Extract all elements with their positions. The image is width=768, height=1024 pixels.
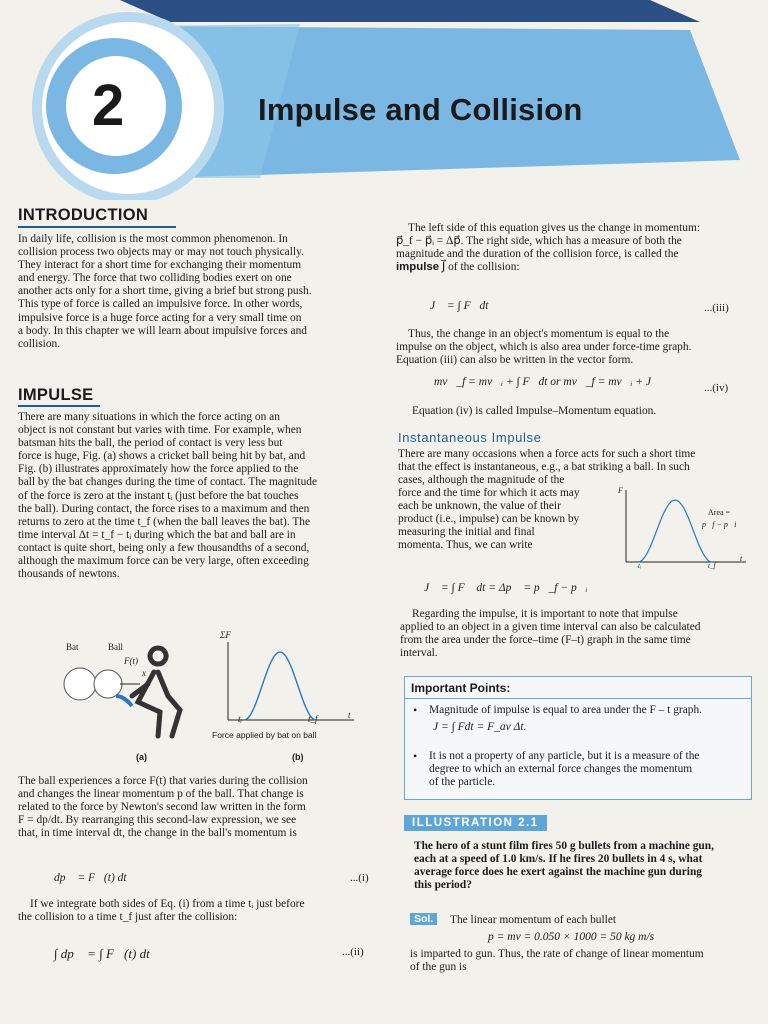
right-paragraph-3 [400, 608, 746, 660]
plot-y-label: ΣF [220, 630, 231, 640]
intro-rule [18, 226, 176, 228]
question-line: this period? [414, 879, 472, 892]
force-label: F(t) [124, 656, 138, 666]
impulse-line: time interval Δt = t_f − tᵢ during which the bat and ball are in [18, 528, 296, 541]
figure [40, 630, 360, 760]
inst-line: force and the time for which it acts may [398, 487, 580, 500]
solution-paragraph [410, 948, 756, 974]
point-2-line: degree to which an external force changes the momentum [429, 763, 693, 776]
right-line: interval. [400, 647, 438, 660]
point-1: Magnitude of impulse is equal to area under the F – t graph. [429, 704, 702, 716]
small-plot [616, 486, 750, 572]
small-t1-label: tᵢ [638, 562, 642, 570]
impulse-line: the ball). During contact, the force rises to a maximum and then [18, 502, 310, 515]
important-box [404, 676, 752, 800]
left-continued-paragraph [18, 775, 374, 840]
equation-3: J⃗ = ∫ F⃗dt [430, 300, 489, 312]
ball-circle [94, 670, 122, 698]
right-line: p⃗_f − p⃗ᵢ = Δp⃗. The right side, which has a measure of both the [396, 235, 682, 248]
intro-line: impulsive force is a huge force acting for a very small time on [18, 311, 302, 324]
small-y-label: F [618, 486, 623, 495]
impulse-term: impulse [396, 261, 440, 274]
instantaneous-paragraph [398, 448, 742, 474]
small-plot-svg [616, 486, 750, 572]
swing-arrow [116, 696, 132, 706]
point-1-equation: J = ∫ Fdt = F_av Δt. [433, 721, 527, 733]
intro-line: a body. In this chapter we will learn about impulsive forces and [18, 324, 308, 337]
intro-line: This type of force is called an impulsive force. In other words, [18, 298, 303, 311]
plot-ti-label: tᵢ [238, 714, 242, 724]
force-curve [244, 652, 316, 720]
point-2-line: It is not a property of any particle, but it is a measure of the [429, 750, 700, 762]
small-force-curve [638, 500, 712, 562]
force-time-plot [208, 638, 358, 728]
equation-4-caption: Equation (iv) is called Impulse–Momentum equation. [412, 405, 657, 417]
bat-label: Bat [66, 642, 79, 652]
right-line: Regarding the impulse, it is important to note that impulse [412, 608, 678, 620]
impulse-term-rest: J⃗ of the collision: [439, 261, 520, 274]
inst-line: cases, although the magnitude of the [398, 474, 565, 486]
question-line: each at a speed of 1.0 km/s. If he fires 20 bullets in 4 s, what [414, 853, 703, 866]
intro-line: They interact for a short time for exchanging their momentum [18, 259, 302, 272]
impulse-line: batsman hits the ball, the period of contact is very less but [18, 437, 283, 450]
intro-paragraph [18, 233, 370, 351]
solution-line-1: The linear momentum of each bullet [450, 914, 617, 926]
left-line: If we integrate both sides of Eq. (i) from a time tᵢ just before [30, 898, 305, 910]
intro-line: another acts only for a short time, giving a brief but strong push. [18, 285, 312, 298]
important-title: Important Points: [411, 681, 511, 695]
caption-b: (b) [292, 752, 304, 762]
x-label: x [142, 668, 146, 678]
right-line: Thus, the change in an object's momentum is equal to the [408, 328, 670, 340]
plot-caption: Force applied by bat on ball [212, 730, 317, 740]
equation-1: dp⃗ = F⃗(t) dt [54, 872, 127, 884]
solution-equation: p = mv = 0.050 × 1000 = 50 kg m/s [488, 931, 655, 943]
impulse-heading: IMPULSE [18, 386, 94, 404]
inst-line: that the effect is instantaneous, e.g., a bat striking a ball. In such [398, 461, 690, 474]
equation-5: J⃗ = ∫ F⃗ dt = Δp⃗ = p⃗_f − p⃗ᵢ [424, 582, 588, 594]
bat-circle [64, 668, 96, 700]
plot-tf-label: t_f [308, 714, 318, 724]
right-line: The left side of this equation gives us the change in momentum: [408, 222, 700, 234]
impulse-line: force is huge, Fig. (a) shows a cricket ball being hit by bat, and [18, 450, 306, 463]
point-2 [429, 750, 747, 789]
small-area-value: p⃗f − p⃗i [702, 520, 737, 529]
right-line: Equation (iii) can also be written in the vector form. [396, 354, 634, 367]
small-t2-label: t_f [708, 562, 716, 570]
illustration-label: ILLUSTRATION 2.1 [404, 815, 547, 831]
banner-dark-stripe [120, 0, 700, 22]
right-line: from the area under the force–time (F–t) graph in the same time [400, 634, 691, 647]
left-line: the collision to a time t_f just after the collision: [18, 911, 238, 924]
ball-label: Ball [108, 642, 123, 652]
bullet-1: • [413, 703, 418, 717]
left-line: related to the force by Newton's second law written in the form [18, 801, 306, 814]
impulse-line: although the maximum force can be very large, often exceeding [18, 555, 309, 568]
point-2-line: of the particle. [429, 776, 496, 789]
equation-2: ∫ dp⃗ = ∫ F⃗(t) dt [54, 946, 150, 961]
illustration-question [414, 840, 752, 892]
equation-1-number: ...(i) [350, 872, 369, 884]
right-paragraph-2 [396, 328, 740, 367]
impulse-line: ball by the bat changes during the time of contact. The magnitude [18, 476, 318, 489]
important-title-rule [405, 698, 751, 699]
impulse-line: contact is quite short, being only a few thousandths of a second, [18, 541, 310, 554]
question-line: The hero of a stunt film fires 50 g bullets from a machine gun, [414, 840, 714, 852]
chapter-title: Impulse and Collision [258, 92, 583, 127]
instantaneous-heading: Instantaneous Impulse [398, 430, 542, 445]
chapter-number: 2 [92, 73, 125, 138]
plot-t-label: t [348, 710, 351, 720]
instantaneous-narrow [398, 474, 612, 553]
caption-a: (a) [136, 752, 147, 762]
small-t-label: t [740, 554, 743, 563]
intro-line: collision. [18, 337, 61, 350]
equation-4-number: ...(iv) [704, 382, 729, 394]
right-line: impulse on the object, which is also area under force-time graph. [396, 341, 692, 354]
intro-line: In daily life, collision is the most common phenomenon. In [18, 233, 288, 245]
impulse-line: returns to zero at the time t_f (when the ball leaves the bat). The [18, 515, 311, 528]
left-line: and changes the linear momentum p of the ball. That change is [18, 788, 304, 801]
equation-3-number: ...(iii) [704, 302, 729, 314]
inst-line: There are many occasions when a force acts for such a short time [398, 448, 696, 460]
right-paragraph-1 [396, 222, 740, 274]
impulse-line: Fig. (b) illustrates approximately how the force applied to the [18, 463, 299, 476]
intro-line: collision process two objects may or may not touch physically. [18, 246, 304, 259]
chapter-banner [0, 0, 768, 200]
right-line: magnitude and the duration of the collision force, is called the [396, 248, 679, 261]
impulse-paragraph [18, 411, 370, 581]
impulse-line: thousands of newtons. [18, 568, 120, 581]
inst-line: each be unknown, the value of their [398, 500, 561, 513]
impulse-rule [18, 405, 100, 407]
solution-label: Sol. [410, 913, 437, 925]
inst-line: momenta. Thus, we can write [398, 539, 533, 552]
impulse-line: object is not constant but varies with time. For example, when [18, 424, 302, 437]
bullet-2: • [413, 749, 418, 763]
right-line: applied to an object in a given time interval can also be calculated [400, 621, 701, 634]
solution-line: is imparted to gun. Thus, the rate of change of linear momentum [410, 948, 704, 960]
impulse-line: There are many situations in which the force acting on an [18, 411, 280, 423]
solution-line: of the gun is [410, 961, 467, 974]
inst-line: measuring the initial and final [398, 526, 535, 539]
inst-line: product (i.e., impulse) can be known by [398, 513, 580, 526]
equation-4: mv⃗_f = mv⃗ᵢ + ∫ F⃗dt or mv⃗_f = mv⃗ᵢ + J⃗ [434, 376, 660, 388]
batsman-figure [132, 648, 180, 736]
right-line-impulse [396, 261, 740, 274]
left-line: that, in time interval dt, the change in the ball's momentum is [18, 827, 297, 840]
small-area-label: Area = [708, 508, 731, 517]
question-line: average force does he exert against the machine gun during [414, 866, 703, 879]
left-line: F = dp/dt. By rearranging this second-law expression, we see [18, 814, 297, 827]
intro-heading: INTRODUCTION [18, 206, 149, 224]
left-integrate-paragraph [18, 898, 374, 924]
intro-line: and energy. The force that two colliding bodies exert on one [18, 272, 292, 285]
equation-2-number: ...(ii) [342, 946, 364, 958]
left-line: The ball experiences a force F(t) that varies during the collision [18, 775, 308, 787]
impulse-line: of the force is zero at the instant tᵢ (just before the bat touches [18, 489, 299, 502]
